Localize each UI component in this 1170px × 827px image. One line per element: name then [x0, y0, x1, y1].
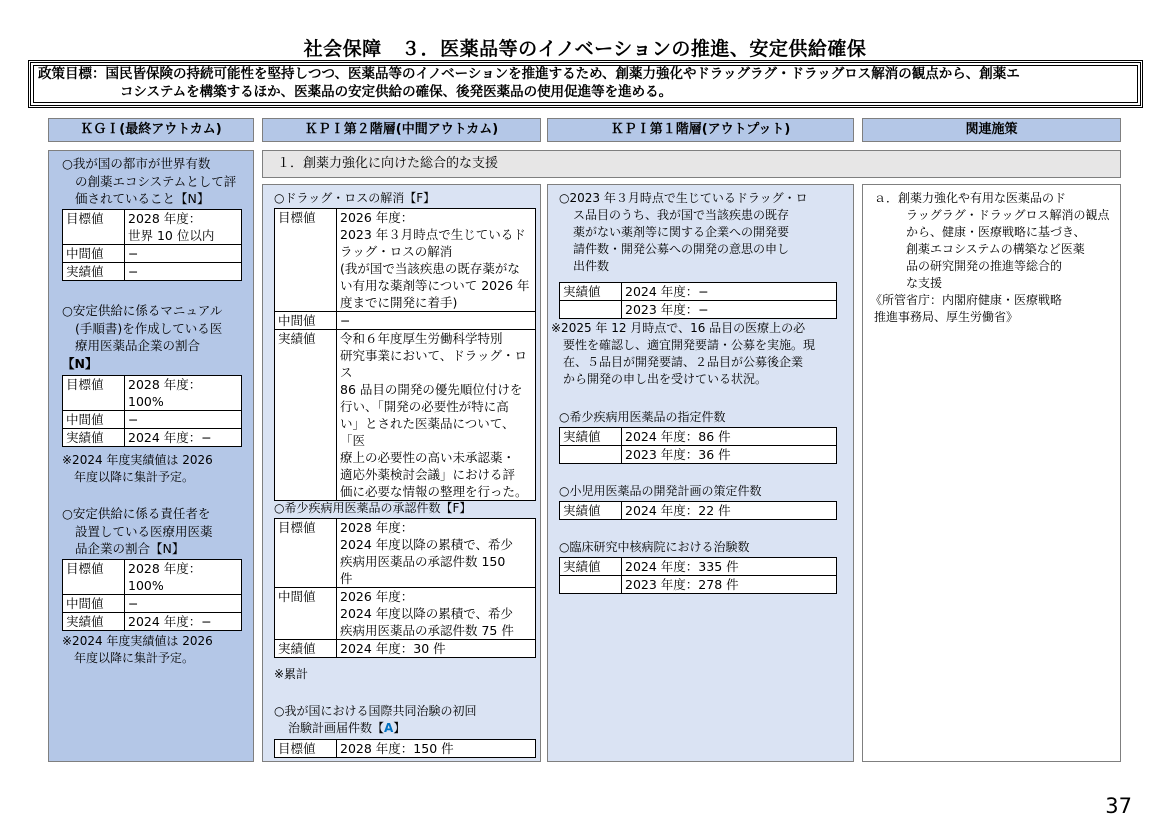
- kpi1-item-3-title: ○小児用医薬品の開発計画の策定件数: [559, 484, 762, 498]
- kgi-item-2-note: ※2024 年度実績値は 2026 年度以降に集計予定。: [62, 453, 213, 484]
- kgi-item-1-table: 目標値 2028 年度： 世界 10 位以内 中間値 − 実績値 −: [62, 209, 242, 281]
- kpi1-item-4-title: ○臨床研究中核病院における治験数: [559, 540, 750, 554]
- kgi-item-3-table: 目標値 2028 年度： 100% 中間値 − 実績値 2024 年度：−: [62, 559, 242, 631]
- kpi1-item-3-table: 実績値 2024 年度：22 件: [559, 501, 837, 520]
- kpi1-item-1-title: ○2023 年３月時点で生じているドラッグ・ロ ス品目のうち、我が国で当該疾患の既存 薬がない薬剤等に関する企業への開発要 請件数・開発公募への開発の意思の申し 出件数: [559, 191, 808, 273]
- page-number: 37: [1105, 794, 1132, 818]
- kpi1-item-2-title: ○希少疾病用医薬品の指定件数: [559, 410, 726, 424]
- kpi2-item-2-note: ※累計: [274, 667, 309, 681]
- kpi1-item-2-table: 実績値 2024 年度：86 件 2023 年度：36 件: [559, 427, 837, 464]
- kpi1-item-4-table: 実績値 2024 年度：335 件 2023 年度：278 件: [559, 557, 837, 594]
- kpi2-header: ＫＰＩ第２階層(中間アウトカム): [262, 118, 541, 142]
- kpi1-item-1-note: ※2025 年 12 月時点で、16 品目の医療上の必 要性を確認し、適宜開発要請・公募を実施。現 在、５品目が開発要請、２品目が公募後企業 から開発の申し出を受けている状況。: [551, 321, 816, 386]
- page-title: 社会保障 ３．医薬品等のイノベーションの推進、安定供給確保: [303, 38, 867, 60]
- kgi-item-2-title: ○安定供給に係るマニュアル (手順書)を作成している医 療用医薬品企業の割合 【N】: [62, 303, 223, 371]
- kgi-item-2-table: 目標値 2028 年度： 100% 中間値 − 実績値 2024 年度：−: [62, 375, 242, 447]
- kpi2-item-1-table: 目標値 2026 年度： 2023 年３月時点で生じているド ラッグ・ロスの解消 (我が国で当該疾患の既存薬がな い有用な薬剤等について 2026 年 度までに開発に着手) 中間値 − 実績値 令和６年度厚生労働科学特別 研究事業において、ドラッグ・ロス 86 品目の開発の優先順位付けを 行い、「開発の必要性が特に高 い」とされた医薬品について、「医 療上の必要性の高い未承認薬・ 適応外薬検討会議」における評 価に必要な情報の整理を行った。: [274, 208, 536, 501]
- kpi2-item-2-title: ○希少疾病用医薬品の承認件数【F】: [274, 501, 472, 515]
- kpi2-item-3-table: 目標値 2028 年度：150 件: [274, 739, 536, 758]
- kpi1-header: ＫＰＩ第１階層(アウトプット): [547, 118, 854, 142]
- kpi1-item-1-table: 実績値 2024 年度：− 2023 年度：−: [559, 282, 837, 319]
- kgi-item-3-title: ○安定供給に係る責任者を 設置している医療用医薬 品企業の割合【N】: [62, 506, 213, 556]
- policy-goal-line: コシステムを構築するほか、医薬品の安定供給の確保、後発医薬品の使用促進等を進める。: [120, 84, 673, 100]
- related-header: 関連施策: [862, 118, 1121, 142]
- related-measures: ａ．創薬力強化や有用な医薬品のド ラッグラグ・ドラッグロス解消の観点 から、健康・医療戦略に基づき、 創薬エコシステムの構築など医薬 品の研究開発の推進等総合的 な支援 《所管省庁：内閣府健康・医療戦略 推進事務局、厚生労働省》: [870, 191, 1110, 324]
- policy-goal-line: 政策目標：国民皆保険の持続可能性を堅持しつつ、医薬品等のイノベーションを推進するため、創薬力強化やドラッグラグ・ドラッグロス解消の観点から、創薬エ: [38, 66, 1020, 82]
- kgi-header: ＫＧＩ(最終アウトカム): [48, 118, 254, 142]
- kpi2-item-2-table: 目標値 2028 年度： 2024 年度以降の累積で、希少 疾病用医薬品の承認件数 150 件 中間値 2026 年度： 2024 年度以降の累積で、希少 疾病用医薬品の承認件数 75 件 実績値 2024 年度：30 件: [274, 518, 536, 658]
- policy-goal-text: [38, 65, 1136, 101]
- kpi2-item-1-title: ○ドラッグ・ロスの解消【F】: [274, 191, 436, 205]
- kgi-item-3-note: ※2024 年度実績値は 2026 年度以降に集計予定。: [62, 634, 213, 665]
- kgi-item-1-title: ○我が国の都市が世界有数 の創薬エコシステムとして評 価されていること【N】: [62, 156, 237, 206]
- section-heading: １．創薬力強化に向けた総合的な支援: [262, 150, 1121, 178]
- kpi2-item-3-title: ○我が国における国際共同治験の初回 治験計画届件数【A】: [274, 704, 477, 735]
